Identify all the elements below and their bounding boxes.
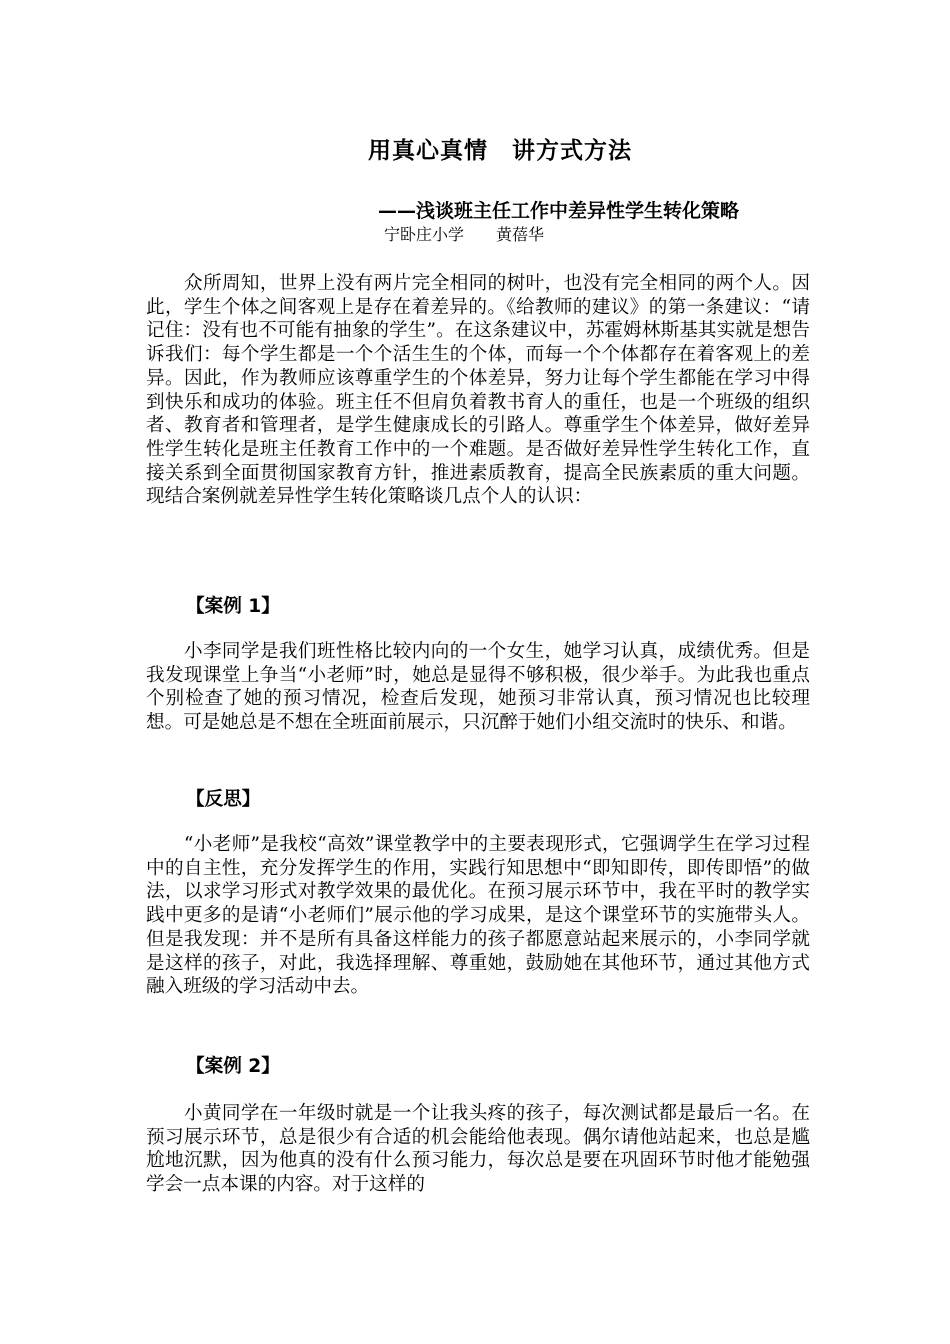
case1-paragraph: 小李同学是我们班性格比较内向的一个女生，她学习认真，成绩优秀。但是我发现课堂上争当“小老师”时，她总是显得不够积极，很少举手。为此我也重点个别检查了她的预习情况，检查后发现，她预习非常认真，预习情况也比较理想。可是她总是不想在全班面前展示，只沉醉于她们小组交流时的快乐、和谐。 bbox=[146, 641, 810, 734]
author-name: 黄蓓华 bbox=[496, 225, 545, 244]
case2-heading: 【案例 2】 bbox=[186, 1056, 280, 1077]
author-school: 宁卧庄小学 bbox=[384, 225, 465, 244]
intro-paragraph: 众所周知，世界上没有两片完全相同的树叶，也没有完全相同的两个人。因此，学生个体之间客观上是存在着差异的。《给教师的建议》的第一条建议：“请记住：没有也不可能有抽象的学生”。在这条建议中，苏霍姆林斯基其实就是想告诉我们：每个学生都是一个个活生生的个体，而每一个个体都存在着客观上的差异。因此，作为教师应该尊重学生的个体差异，努力让每个学生都能在学习中得到快乐和成功的体验。班主任不但肩负着教书育人的重任，也是一个班级的组织者、教育者和管理者，是学生健康成长的引路人。尊重学生个体差异，做好差异性学生转化是班主任教育工作中的一个难题。是否做好差异性学生转化工作，直接关系到全面贯彻国家教育方针，推进素质教育，提高全民族素质的重大问题。现结合案例就差异性学生转化策略谈几点个人的认识： bbox=[146, 273, 810, 508]
page-title: 用真心真情 讲方式方法 bbox=[368, 138, 632, 164]
author-line bbox=[384, 224, 544, 246]
reflection-paragraph: “小老师”是我校“高效”课堂教学中的主要表现形式，它强调学生在学习过程中的自主性，充分发挥学生的作用，实践行知思想中“即知即传，即传即悟”的做法，以求学习形式对教学效果的最优化。在预习展示环节中，我在平时的教学实践中更多的是请“小老师们”展示他的学习成果，是这个课堂环节的实施带头人。但是我发现：并不是所有具备这样能力的孩子都愿意站起来展示的，小李同学就是这样的孩子，对此，我选择理解、尊重她，鼓励她在其他环节，通过其他方式融入班级的学习活动中去。 bbox=[146, 834, 810, 998]
case2-paragraph: 小黄同学在一年级时就是一个让我头疼的孩子，每次测试都是最后一名。在预习展示环节，总是很少有合适的机会能给他表现。偶尔请他站起来，也总是尴尬地沉默，因为他真的没有什么预习能力，每次总是要在巩固环节时他才能勉强学会一点本课的内容。对于这样的 bbox=[146, 1103, 810, 1196]
reflection-heading: 【反思】 bbox=[186, 789, 261, 810]
page-subtitle: ——浅谈班主任工作中差异性学生转化策略 bbox=[378, 200, 740, 222]
case1-heading: 【案例 1】 bbox=[186, 596, 280, 617]
